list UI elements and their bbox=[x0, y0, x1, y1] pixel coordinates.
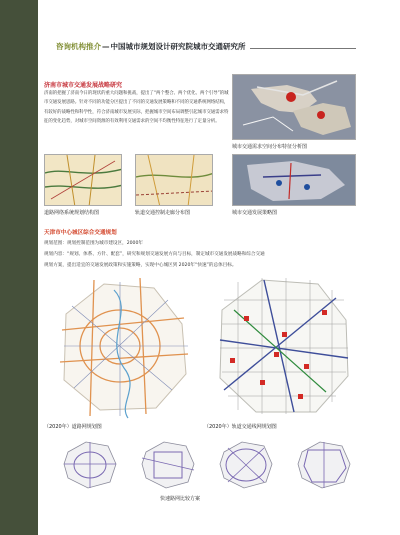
strategy-map-graphic bbox=[233, 155, 356, 206]
rail-corridor-map bbox=[135, 154, 213, 206]
demand-distribution-map bbox=[232, 74, 356, 140]
section2-title: 天津市中心城区综合交通规划 bbox=[44, 230, 117, 236]
demand-map-graphic bbox=[233, 75, 356, 140]
express-option-graphic-2 bbox=[136, 438, 200, 490]
rail-plan-graphic bbox=[204, 270, 356, 420]
road-network-graphic bbox=[45, 155, 122, 206]
express-option-map-3 bbox=[214, 438, 278, 490]
rail-corridor-caption: 轨道交通控制走廊分布图 bbox=[135, 210, 191, 216]
express-option-graphic-3 bbox=[214, 438, 278, 490]
rail-plan-caption: （2020年）轨道交通线网规划图 bbox=[204, 424, 277, 430]
road-network-caption: 道路网络系统规划结构图 bbox=[44, 210, 100, 216]
strategy-map-caption: 城市交通发展策略图 bbox=[232, 210, 278, 216]
section2-line-1: 规划范围：规划控制范围为城市建设区，2000年 bbox=[44, 241, 143, 246]
express-option-map-2 bbox=[136, 438, 200, 490]
road-plan-graphic bbox=[44, 270, 196, 420]
header-separator: — bbox=[102, 41, 110, 51]
section1-paragraph: 济南的把握了济南今日的现状的重大问题和挑战，提出了“两个整合、两个优化、两个引导”的城市交通发展思路。针对不同的功能分区提出了不同的交通发展策略和不同的交通系统网络结构，有较好的战略性和科学性，符合济南城市发展实际，把握城市空间布局调整引起城市交通需求特征的变化趋势，对城市空间资源的有效利用交通需求的空间不均衡性特征进行了定量分析。 bbox=[44, 91, 229, 125]
rail-plan-map-2020 bbox=[204, 270, 356, 420]
strategy-map bbox=[232, 154, 356, 206]
left-color-bar bbox=[0, 0, 38, 535]
header-rule bbox=[250, 48, 357, 49]
section2-line-3: 规划方案，提出适宜的交通发展政策和实施策略，实现中心城区到 2020年“快速”的总体目标。 bbox=[44, 263, 237, 268]
page-header bbox=[56, 39, 356, 53]
express-options-caption: 快速路网比较方案 bbox=[160, 496, 201, 502]
road-plan-map-2020 bbox=[44, 270, 196, 420]
express-option-map-4 bbox=[292, 438, 356, 490]
demand-map-caption: 城市交通需求空间分布特征分析图 bbox=[232, 144, 308, 150]
road-network-structure-map bbox=[44, 154, 122, 206]
express-option-graphic-4 bbox=[292, 438, 356, 490]
express-option-graphic-1 bbox=[58, 438, 122, 490]
section1-title: 济南市城市交通发展战略研究 bbox=[44, 82, 123, 89]
rail-corridor-graphic bbox=[136, 155, 213, 206]
header-title: 中国城市规划设计研究院城市交通研究所 bbox=[110, 41, 246, 51]
header-accent: 咨询机构推介 bbox=[56, 41, 101, 51]
road-plan-caption: （2020年）道路网规划图 bbox=[44, 424, 102, 430]
express-option-map-1 bbox=[58, 438, 122, 490]
section2-line-2: 规划内容：“规划、体系、方针、配套”，研究和规划交通发展方向与目标，制定城市交通发展战略和综合交通 bbox=[44, 252, 265, 257]
